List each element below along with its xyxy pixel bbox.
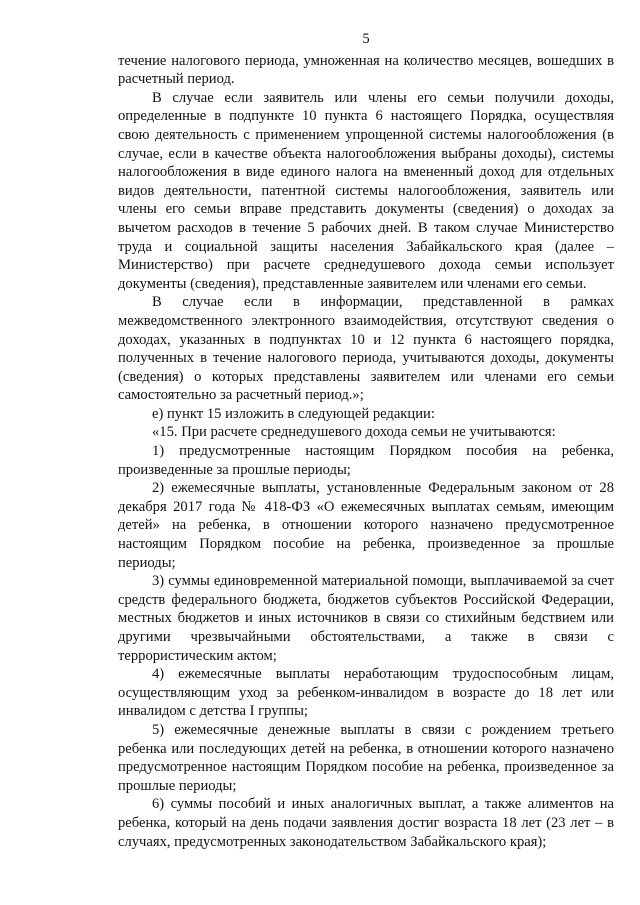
document-page (118, 30, 614, 851)
paragraph-simplified-tax: В случае если заявитель или члены его семьи получили доходы, определенные в подпункте 10 пункта 6 настоящего Порядка, осуществляя свою деятельность с применением упрощенной системы налогообложения (в случае, если в качестве объекта налогообложения выбраны доходы), системы налогообложения в виде единого налога на вмененный доход для отдельных видов деятельности, патентной системы налогообложения, заявитель или члены его семьи вправе представить документы (сведения) о доходах за вычетом расходов в течение 5 рабочих дней. В таком случае Министерство труда и социальной защиты населения Забайкальского края (далее – Министерство) при расчете среднедушевого дохода семьи использует документы (сведения), представленные заявителем или членами его семьи. (118, 89, 614, 292)
document-body (118, 52, 614, 852)
page-number: 5 (362, 31, 370, 47)
paragraph-continuation: течение налогового периода, умноженная на количество месяцев, вошедших в расчетный период. (118, 52, 614, 88)
list-item-3: 3) суммы единовременной материальной помощи, выплачиваемой за счет средств федерального бюджета, бюджетов субъектов Российской Федерации, местных бюджетов и иных источников в связи со стихийным бедствием или другими чрезвычайными обстоятельствами, а также в связи с террористическим актом; (118, 573, 614, 664)
list-item-4: 4) ежемесячные выплаты неработающим трудоспособным лицам, осуществляющим уход за ребенком-инвалидом в возрасте до 18 лет или инвалидом с детства I группы; (118, 666, 614, 720)
paragraph-item-e: е) пункт 15 изложить в следующей редакции: (152, 405, 435, 422)
list-item-1: 1) предусмотренные настоящим Порядком пособия на ребенка, произведенные за прошлые периоды; (118, 443, 614, 478)
paragraph-clause-15: «15. При расчете среднедушевого дохода семьи не учитываются: (152, 424, 556, 441)
list-item-5: 5) ежемесячные денежные выплаты в связи с рождением третьего ребенка или последующих детей на ребенка, в отношении которого назначено предусмотренное настоящим Порядком пособие на ребенка, произведенное за прошлые периоды; (118, 721, 614, 794)
list-item-2: 2) ежемесячные выплаты, установленные Федеральным законом от 28 декабря 2017 года № 418-ФЗ «О ежемесячных выплатах семьям, имеющим детей» на ребенка, в отношении которого назначено предусмотренное настоящим Порядком пособие на ребенка, произведенное за прошлые периоды; (118, 480, 614, 571)
list-item-6: 6) суммы пособий и иных аналогичных выплат, а также алиментов на ребенка, который на день подачи заявления достиг возраста 18 лет (23 лет – в случаях, предусмотренных законодательством Забайкальского края); (118, 796, 614, 850)
paragraph-interagency-info: В случае если в информации, представленной в рамках межведомственного электронного взаимодействия, отсутствуют сведения о доходах, указанных в подпунктах 10 и 12 пункта 6 настоящего порядка, полученных в течение налогового периода, учитываются доходы, документы (сведения) о которых представлены заявителем или членами его семьи самостоятельно за расчетный период.»; (118, 294, 614, 404)
